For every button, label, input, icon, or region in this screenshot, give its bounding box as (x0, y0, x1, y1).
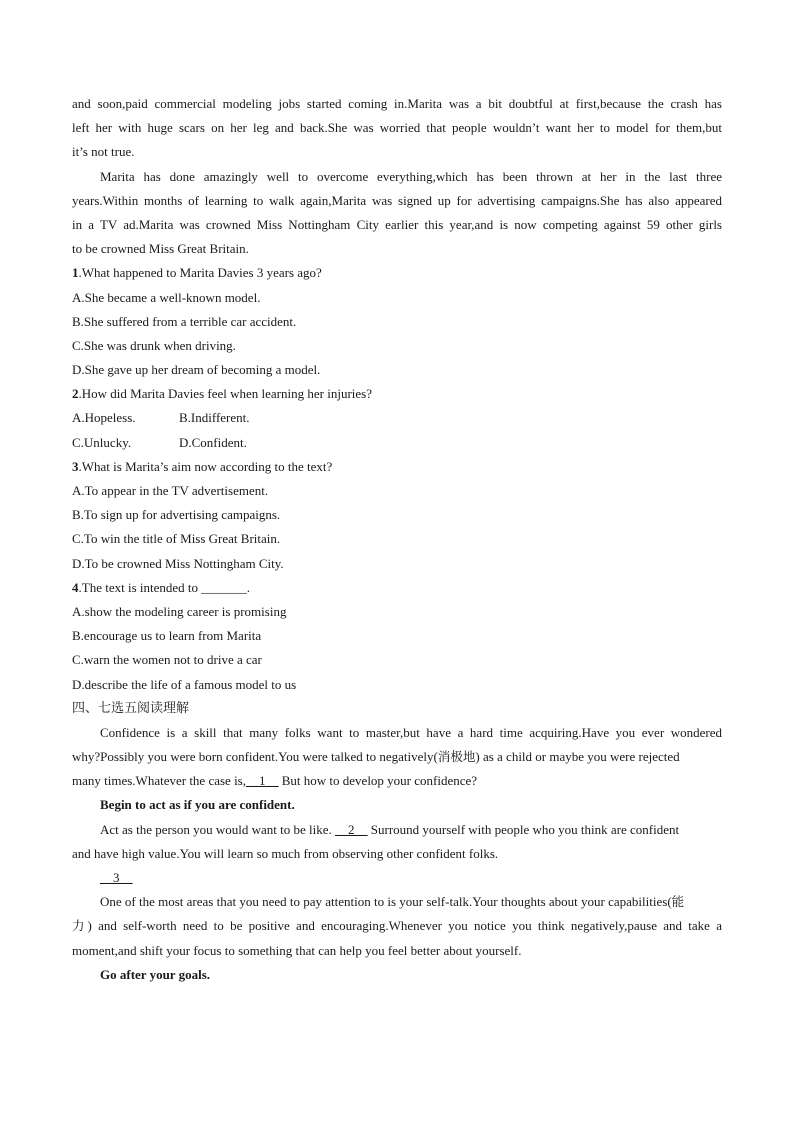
text-span: One of the most areas that you need to pay attention to is your self-talk.Your thoughts about your capabilities( (100, 894, 672, 910)
paragraph-line (72, 769, 722, 793)
text-span: why?Possibly you were born confident.You were talked to negatively( (72, 749, 438, 765)
paragraph-line (72, 866, 722, 890)
option-b[interactable]: B.To sign up for advertising campaigns. (72, 507, 281, 523)
option-a[interactable]: A.Hopeless. (72, 410, 136, 426)
option-row (72, 431, 722, 455)
passage-line: in a TV ad.Marita was crowned Miss Nottingham City earlier this year,and is now competing against 59 other girls (72, 216, 722, 232)
question-stem (72, 382, 722, 406)
passage-line: and soon,paid commercial modeling jobs started coming in.Marita was a bit doubtful at first,because the crash has (72, 96, 722, 111)
text-span: ) as a child or maybe you were rejected (475, 749, 680, 765)
blank-3[interactable]: __3__ (100, 870, 133, 885)
option-c[interactable]: C.warn the women not to drive a car (72, 652, 262, 668)
subheading: Begin to act as if you are confident. (100, 797, 295, 813)
question-stem (72, 261, 722, 285)
option-b[interactable]: B.She suffered from a terrible car accident. (72, 313, 297, 329)
question-number: 4 (72, 579, 79, 595)
option-c[interactable]: C.Unlucky. (72, 434, 132, 450)
passage-line: it’s not true. (72, 144, 135, 160)
paragraph-line: Confidence is a skill that many folks want to master,but have a hard time acquiring.Have you ever wondered (100, 724, 722, 740)
blank-2[interactable]: __2__ (335, 821, 368, 837)
question-text: .What happened to Marita Davies 3 years ago? (78, 265, 322, 281)
passage-line: Marita has done amazingly well to overcome everything,which has been thrown at her in the last three (100, 168, 722, 184)
chinese-gloss: 能 (671, 894, 685, 910)
question-stem (72, 576, 722, 600)
chinese-gloss: 力 (72, 918, 88, 934)
question-1 (72, 261, 722, 382)
blank-1[interactable]: __1__ (246, 773, 279, 789)
option-a[interactable]: A.show the modeling career is promising (72, 603, 287, 619)
text-span: many times.Whatever the case is, (72, 773, 246, 789)
question-3 (72, 455, 722, 576)
question-2 (72, 382, 722, 455)
text-span: ) and self-worth need to be positive and encouraging.Whenever you notice you think negatively,pause and take a (87, 918, 722, 934)
paragraph-line (72, 914, 722, 938)
question-text: .How did Marita Davies feel when learning her injuries? (78, 386, 372, 402)
question-number: 3 (72, 458, 79, 474)
option-d[interactable]: D.describe the life of a famous model to us (72, 676, 297, 692)
option-b[interactable]: B.encourage us to learn from Marita (72, 628, 262, 644)
paragraph-line (72, 818, 722, 842)
passage-line: left her with huge scars on her leg and back.She was worried that people wouldn’t want her to model for them,but (72, 120, 722, 136)
text-span: But how to develop your confidence? (278, 773, 478, 789)
question-stem (72, 455, 722, 479)
question-text: .The text is intended to _______. (78, 579, 251, 595)
question-text: .What is Marita’s aim now according to the text? (78, 458, 333, 474)
text-span: Surround yourself with people who you think are confident (367, 821, 680, 837)
chinese-gloss: 消极地 (437, 749, 476, 765)
document-page (72, 92, 722, 987)
option-d[interactable]: D.To be crowned Miss Nottingham City. (72, 555, 284, 571)
subheading: Go after your goals. (100, 966, 211, 982)
paragraph-line (72, 745, 722, 769)
paragraph-line: and have high value.You will learn so much from observing other confident folks. (72, 845, 499, 861)
passage-tail (72, 92, 722, 261)
option-a[interactable]: A.To appear in the TV advertisement. (72, 483, 269, 498)
option-b[interactable]: B.Indifferent. (179, 410, 250, 426)
option-d[interactable]: D.Confident. (179, 434, 247, 450)
passage-line: years.Within months of learning to walk again,Marita was signed up for advertising campaigns.She has also appeared (72, 192, 722, 208)
section-seven-choose-five (72, 697, 722, 987)
paragraph-line: moment,and shift your focus to something that can help you feel better about yourself. (72, 942, 522, 958)
passage-line: to be crowned Miss Great Britain. (72, 241, 249, 257)
option-row (72, 406, 722, 430)
question-number: 2 (72, 386, 79, 402)
question-number: 1 (72, 265, 79, 281)
option-d[interactable]: D.She gave up her dream of becoming a model. (72, 362, 321, 378)
option-a[interactable]: A.She became a well-known model. (72, 289, 261, 305)
question-4 (72, 576, 722, 697)
paragraph-line (72, 890, 722, 914)
option-c[interactable]: C.She was drunk when driving. (72, 337, 236, 353)
section-title: 四、七选五阅读理解 (72, 700, 190, 716)
text-span: Act as the person you would want to be like. (100, 821, 336, 837)
option-c[interactable]: C.To win the title of Miss Great Britain. (72, 531, 281, 547)
